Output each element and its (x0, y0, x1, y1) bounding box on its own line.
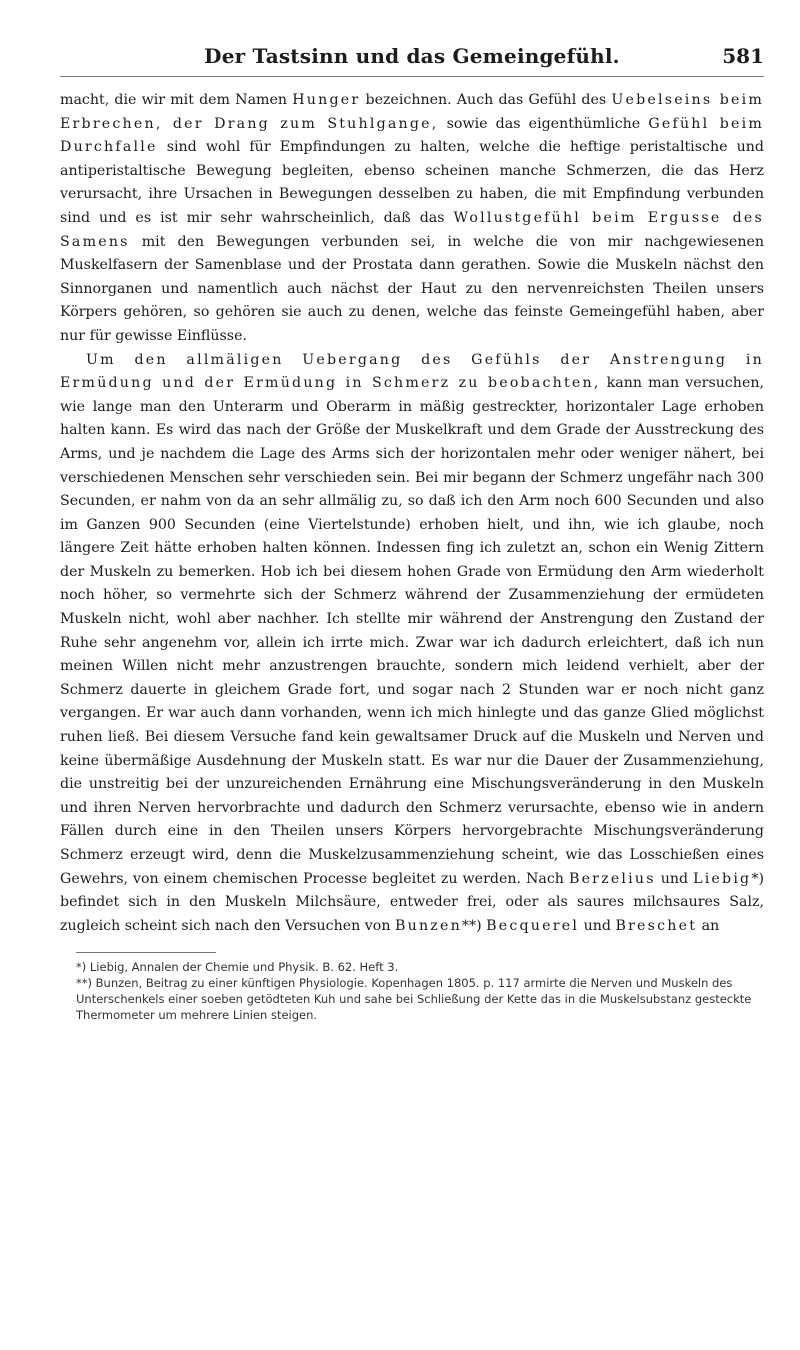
paragraph (60, 89, 764, 349)
page-number: 581 (722, 44, 764, 68)
spaced-text: Berzelius (568, 870, 656, 887)
spaced-text: Bunzen (395, 917, 462, 934)
running-header (60, 40, 764, 77)
book-page (60, 40, 764, 1023)
text-run: an (697, 917, 720, 934)
spaced-text: Liebig (693, 870, 752, 887)
spaced-text: Hunger (292, 92, 361, 108)
spaced-text: Um den allmäligen Uebergang des Gefühls der Anstrengung in Ermüdung und der Ermüdung in Schmerz zu beobachten, (60, 351, 764, 392)
text-run: und (579, 917, 616, 934)
spaced-text: Uebelseins beim Erbrechen, der Drang zum Stuhlgange, (60, 92, 764, 132)
footnote-rule (76, 952, 216, 953)
spaced-text: Gefühl beim Durchfalle (60, 115, 765, 156)
text-run: macht, die wir mit dem Namen (60, 92, 293, 108)
running-title: Der Tastsinn und das Gemeingefühl. (204, 44, 620, 68)
text-run: sind wohl für Empfindungen zu halten, welche die heftige peristaltische und antiperistaltische Bewegung begleiten, ebenso scheinen manche Schmerzen, die das Herz verursacht, ihre Ursachen in Bewegungen desselben zu haben, die mit Empfindung verbunden sind und es ist mir sehr wahrscheinlich, daß das (60, 139, 764, 226)
text-run: und (655, 870, 694, 887)
spaced-text: Becquerel (486, 917, 580, 934)
spaced-text: Wollustgefühl beim Ergusse des Samens (60, 209, 765, 250)
paragraph (60, 349, 764, 939)
footnote: **) Bunzen, Beitrag zu einer künftigen Physiologie. Kopenhagen 1805. p. 117 armirte die Nerven und Muskeln des Unterschenkels einer soeben getödteten Kuh und sahe bei Schließung der Kette das in die Muskelsubstanz gesteckte Thermometer um mehrere Linien steigen. (76, 976, 752, 1023)
text-run: **) (461, 917, 487, 934)
spaced-text: Breschet (615, 917, 698, 934)
footnote: *) Liebig, Annalen der Chemie und Physik. B. 62. Heft 3. (76, 960, 399, 975)
text-run: bezeichnen. Auch das Gefühl des (360, 92, 612, 108)
body-text (60, 89, 764, 938)
text-run: kann man versuchen, wie lange man den Unterarm und Oberarm in mäßig gestreckter, horizontaler Lage erhoben halten kann. Es wird das nach der Größe der Muskelkraft und dem Grade der Ausstreckung des Arms, und je nachdem die Lage des Arms sich der horizontalen mehr oder weniger nähert, bei verschiedenen Menschen sehr verschieden sein. Bei mir begann der Schmerz ungefähr nach 300 Secunden, er nahm von da an sehr allmälig zu, so daß ich den Arm noch 600 Secunden und also im Ganzen 900 Secunden (eine Viertelstunde) erhoben hielt, und ihn, wie ich glaube, noch längere Zeit hätte erhoben halten können. Indessen fing ich zuletzt an, schon ein Wenig Zittern der Muskeln zu bemerken. Hob ich bei diesem hohen Grade von Ermüdung den Arm wiederholt noch höher, so vermehrte sich der Schmerz während der Zusammenziehung der ermüdeten Muskeln nicht, wohl aber nachher. Ich stellte mir während der Anstrengung den Zustand der Ruhe sehr angenehm vor, allein ich irrte mich. Zwar war ich dadurch erleichtert, daß ich nun meinen Willen nicht mehr anzustrengen brauchte, sondern mich leidend verhielt, aber der Schmerz dauerte in gleichem Grade fort, und sogar nach 2 Stunden war er noch nicht ganz vergangen. Er war auch dann vorhanden, wenn ich mich hinlegte und das ganze Glied möglichst ruhen ließ. Bei diesem Versuche fand kein gewaltsamer Druck auf die Muskeln und Nerven und keine übermäßige Ausdehnung der Muskeln statt. Es war nur die Dauer der Zusammenziehung, die unstreitig bei der unzureichenden Ernährung eine Mischungsveränderung in den Muskeln und ihren Nerven hervorbrachte und dadurch den Schmerz verursachte, ebenso wie in andern Fällen durch eine in den Theilen unsers Körpers hervorgebrachte Mischungsveränderung Schmerz erzeugt wird, denn die Muskelzusammenziehung scheint, wie das Losschießen eines Gewehrs, von einem chemischen Processe begleitet zu werden. Nach (60, 375, 764, 887)
footnotes (60, 952, 764, 1023)
text-run: *) befindet sich in den Muskeln Milchsäure, entweder frei, oder als saures milchsaures Salz, zugleich scheint sich nach den Versuchen von (60, 870, 764, 934)
text-run: sowie das eigenthümliche (438, 115, 649, 132)
text-run: mit den Bewegungen verbunden sei, in welche die von mir nachgewiesenen Muskelfasern der Samenblase und der Prostata dann gerathen. Sowie die Muskeln nächst den Sinnorganen und namentlich auch nächst der Haut zu den nervenreichsten Theilen unsers Körpers gehören, so gehören sie auch zu denen, welche das feinste Gemeingefühl haben, aber nur für gewisse Einflüsse. (60, 233, 764, 344)
